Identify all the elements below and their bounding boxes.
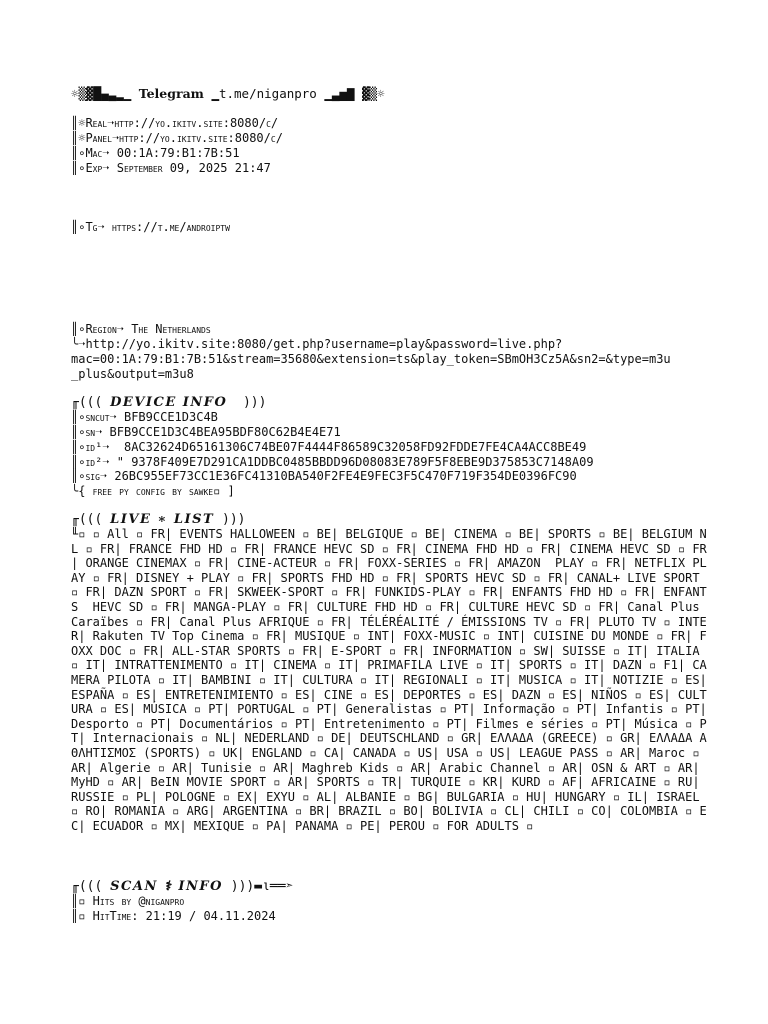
telegram-header xyxy=(71,86,385,101)
live-title-prefix: ╓((( xyxy=(71,512,111,527)
live-category-list: ╙▫ ▫ All ▫ FR| EVENTS HALLOWEEN ▫ BE| BELGIQUE ▫ BE| CINEMA ▫ BE| SPORTS ▫ BE| BELGIUM NL ▫ FR| FRANCE FHD HD ▫ FR| FRANCE HEVC SD ▫ FR| CINEMA FHD HD ▫ FR| CINEMA HEVC SD ▫ FR| ORANGE CINEMAX ▫ FR| CINE-ACTEUR ▫ FR| FOXX-SERIES ▫ FR| AMAZON PLAY ▫ FR| NETFLIX PLAY ▫ FR| DISNEY + PLAY ▫ FR| SPORTS FHD HD ▫ FR| SPORTS HEVC SD ▫ FR| CANAL+ LIVE SPORT ▫ FR| DAZN SPORT ▫ FR| SKWEEK-SPORT ▫ FR| FUNKIDS-PLAY ▫ FR| ENFANTS FHD HD ▫ FR| ENFANTS HEVC SD ▫ FR| MANGA-PLAY ▫ FR| CULTURE FHD HD ▫ FR| CULTURE HEVC SD ▫ FR| Canal Plus Caraïbes ▫ FR| Canal Plus AFRIQUE ▫ FR| TÉLÉRÉALITÉ / ÉMISSIONS TV ▫ FR| PLUTO TV ▫ INTER| Rakuten TV Top Cinema ▫ FR| MUSIQUE ▫ INT| FOXX-MUSIC ▫ INT| CUISINE DU MONDE ▫ FR| FOXX DOC ▫ FR| ALL-STAR SPORTS ▫ FR| E-SPORT ▫ FR| INFORMATION ▫ SW| SUISSE ▫ IT| ITALIA ▫ IT| INTRATTENIMENTO ▫ IT| CINEMA ▫ IT| PRIMAFILA LIVE ▫ IT| SPORTS ▫ IT| DAZN ▫ F1| CAMERA PILOTA ▫ IT| BAMBINI ▫ IT| CULTURA ▫ IT| REGIONALI ▫ IT| MUSICA ▫ IT| NOTIZIE ▫ ES| ESPAÑA ▫ ES| ENTRETENIMIENTO ▫ ES| CINE ▫ ES| DEPORTES ▫ ES| DAZN ▫ ES| NIÑOS ▫ ES| CULTURA ▫ ES| MÚSICA ▫ PT| PORTUGAL ▫ PT| Generalistas ▫ PT| Informação ▫ PT| Infantis ▫ PT| Desporto ▫ PT| Documentários ▫ PT| Entretenimento ▫ PT| Filmes e séries ▫ PT| Música ▫ PT| Internacionais ▫ NL| NEDERLAND ▫ DE| DEUTSCHLAND ▫ GR| ΕΛΛΑΔΑ (GREECE) ▫ GR| ΕΛΛΑΔΑ ΑΘΛΗΤΙΣΜΟΣ (SPORTS) ▫ UK| ENGLAND ▫ CA| CANADA ▫ US| USA ▫ US| LEAGUE PASS ▫ AR| Maroc ▫ AR| Algerie ▫ AR| Tunisie ▫ AR| Maghreb Kids ▫ AR| Arabic Channel ▫ AR| OSN & ART ▫ AR| MyHD ▫ AR| BeIN MOVIE SPORT ▫ AR| SPORTS ▫ TR| TURQUIE ▫ KR| KURD ▫ AF| AFRICAINE ▫ RU| RUSSIE ▫ PL| POLOGNE ▫ EX| EXYU ▫ AL| ALBANIE ▫ BG| BULGARIA ▫ HU| HUNGARY ▫ IL| ISRAEL ▫ RO| ROMANIA ▫ ARG| ARGENTINA ▫ BR| BRAZIL ▫ BO| BOLIVIA ▫ CL| CHILI ▫ CO| COLOMBIA ▫ EC| ECUADOR ▫ MX| MEXIQUE ▫ PA| PANAMA ▫ PE| PEROU ▫ FOR ADULTS ▫ xyxy=(71,527,714,833)
scan-title-suffix: )))▬ι══➣ xyxy=(222,879,294,894)
header-separator: ▁ xyxy=(203,86,219,101)
telegram-link[interactable]: t.me/niganpro xyxy=(218,86,317,101)
mac-line: ║∘Mac➝ 00:1A:79:B1:7B:51 xyxy=(71,146,240,160)
live-title-suffix: ))) xyxy=(214,512,246,527)
device-title: DEVICE INFO xyxy=(110,395,228,410)
m3u-link-line-3: _plus&output=m3u8 xyxy=(71,367,194,381)
scan-info-heading xyxy=(71,879,293,894)
sig-line: ║∘sig➝ 26BC955EF73CC1E36FC41310BA540F2FE4E9FEC3F5C470F719F354DE0396FC90 xyxy=(71,469,577,483)
sn-line: ║∘sn➝ BFB9CCE1D3C4BEA95BDF80C62B4E4E71 xyxy=(71,425,341,439)
telegram-brand: Telegram xyxy=(138,86,204,101)
hits-line: ║▫ Hits by @niganpro xyxy=(71,894,185,908)
id2-line: ║∘id²➝ " 9378F409E7D291CA1DDBC0485BBDD96D08083E789F5F8EBE9D375853C7148A09 xyxy=(71,455,594,469)
device-title-suffix: ))) xyxy=(227,395,267,410)
header-decoration-left: ☼▒▓█▄▃▂▁ xyxy=(71,86,139,101)
expiry-line: ║∘Exp➝ September 09, 2025 21:47 xyxy=(71,161,271,175)
scan-title-prefix: ╓((( xyxy=(71,879,111,894)
sncut-line: ║∘sncut➝ BFB9CCE1D3C4B xyxy=(71,410,218,424)
device-info-heading xyxy=(71,395,266,410)
panel-url-line: ║☼Panel➝http://yo.ikitv.site:8080/c/ xyxy=(71,131,283,145)
region-line: ║∘Region➝ The Netherlands xyxy=(71,322,211,336)
device-title-prefix: ╓((( xyxy=(71,395,111,410)
m3u-link-line-1: ╰➝http://yo.ikitv.site:8080/get.php?username=play&password=live.php? xyxy=(71,337,563,351)
id1-line: ║∘id¹➝ 8AC32624D65161306C74BE07F4444F86589C32058FD92FDDE7FE4CA4ACC8BE49 xyxy=(71,440,587,454)
header-decoration-right: ▁▃▅▇ ▓▒☼ xyxy=(316,86,385,101)
tg-link-line: ║∘Tg➝ https://t.me/androiptw xyxy=(71,220,230,234)
m3u-link-line-2: mac=00:1A:79:B1:7B:51&stream=35680&extension=ts&play_token=SBmOH3Cz5A&sn2=&type=m3u xyxy=(71,352,671,366)
scan-title: SCAN ⚕ INFO xyxy=(110,879,223,894)
live-title: LIVE ∗ LIST xyxy=(110,512,215,527)
real-url-line: ║☼Real➝http://yo.ikitv.site:8080/c/ xyxy=(71,116,279,130)
live-list-heading xyxy=(71,512,246,527)
hittime-line: ║▫ HitTime: 21:19 / 04.11.2024 xyxy=(71,909,276,923)
device-footer-line: ╰{ free py config by sawke▫ ] xyxy=(71,484,235,498)
